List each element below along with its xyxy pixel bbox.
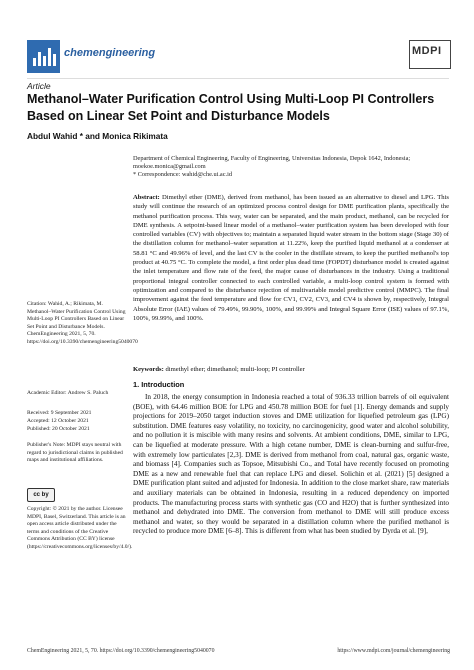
received-date: Received: 9 September 2021 [27,410,92,416]
accepted-date: Accepted: 12 October 2021 [27,418,89,424]
authors: Abdul Wahid * and Monica Rikimata [27,131,168,141]
journal-logo [27,40,60,73]
keywords-text: dimethyl ether; dimethanol; multi-loop; PI controller [165,366,305,373]
footer-citation[interactable]: ChemEngineering 2021, 5, 70. https://doi.org/10.3390/chemengineering5040070 [27,648,215,654]
academic-editor: Academic Editor: Andrew S. Paluch [27,390,109,396]
publisher-note: Publisher's Note: MDPI stays neutral with regard to jurisdictional claims in published maps and institutional affiliations. [27,442,123,464]
citation: Citation: Wahid, A.; Rikimata, M. Methanol–Water Purification Control Using Multi-Loop PI Controllers Based on Linear Set Point and Disturbance Models. ChemEngineering 2021, 5, 70. https://doi.org/10.3390/chemengineering5040070 [27,301,138,345]
publisher-logo: MDPI [412,45,442,57]
affiliation-email[interactable]: moekoe.monica@gmail.com [133,163,206,171]
abstract-label: Abstract: [133,194,160,201]
keywords-label: Keywords: [133,366,164,373]
abstract-text: Dimethyl ether (DME), derived from methanol, has been issued as an alternative to diesel and LPG. This study will continue the research of an optimized process control design for DME purification plants, specifically the methanol purification process. This way, water can be separated, and the main product, methanol, can be recycled for DME synthesis. A setpoint-based linear model of a methanol–water purification system has been developed with four controlled variables (CV) with objectives to; maintain a separated liquid water stream in the bottom stage (Stage 30) of the distillation column for methanol–water separation at 11.22%, keep the purified liquid methanol at a condenser at 58.81 °C and 49.96% of level, and the last CV is the cooler in the distillate stream, to keep the purified methanol's top product at 40.75 °C. To complete the model, a first order plus dead time (FOPDT) disturbance model is created against the inlet temperature and flow rate of the feed, the major cause of disturbances in the industry. Using a traditional proportional integral controller connected to each controlled variable, a multi-loop control system is formed with optimization and compared to the disturbance rejection of multivariable model predictive control (MMPC). The final improvement against the feed temperature and flow for CV1, CV2, CV3, and CV4 is shown by, respectively, Integral Absolute Error (IAE) values of 79.49%, 99.90%, 100%, and 99.99% and Integral Square Error (ISE) values of 97.1%, 100%, 99.99%, and 100%. [133,194,449,322]
abstract [133,193,449,323]
cc-license-badge[interactable]: cc by [27,488,55,502]
header-divider [27,78,449,79]
published-date: Published: 20 October 2021 [27,426,90,432]
article-title: Methanol–Water Purification Control Using Multi-Loop PI Controllers Based on Linear Set Point and Disturbance Models [27,92,435,123]
introduction-text: In 2018, the energy consumption in Indonesia reached a total of 936.33 trillion barrels of oil equivalent (BOE), with 64.46 million BOE for LPG and 450.78 million BOE for fuel [1]. Energy demands and supply projections for 2019–2050 target induction stoves and DME utilization for liquefied petroleum gas (LPG) substitution. DME features easy volatility, no toxicity, no carcinogenicity, good water and alcohol solubility, and no pollution it is miscible with many resins and solvents. At ambient conditions, DME, similar to LPG, can be liquefied at moderate pressure. With a high cetane number, DME is clean-burning and sulfur-free, with extremely low particulates [2,3]. DME is derived from methanol from coal, natural gas, organic waste, and biomass [4]. Companies such as Topsoe, Mitsubishi Co., and Total have recently focused on promoting DME as a new and renewable fuel that can replace LPG and diesel. Solichin et al. (2021) [5] designed a DME purification plant suited and adjusted for Indonesia. In addition to the close market share, raw materials and auxiliary materials can be obtained in Indonesia, resulting in a reduced dependency on imported products. The manufacturing process starts with synthetic gas (CO and H2O) that is further synthesized into methanol and dehydrated into DME. The conversion from methanol to DME will still produce excess methanol and water, so they would be separated in a distillation column where the purified methanol is recycled to produce more DME [6–8]. This is different from what has been studied by Dyrda et al. [9], [133,393,449,536]
footer-url[interactable]: https://www.mdpi.com/journal/chemengineering [337,648,450,654]
affiliation [133,155,449,180]
section-heading: 1. Introduction [133,380,185,389]
correspondence[interactable]: * Correspondence: wahid@che.ui.ac.id [133,171,232,179]
copyright: Copyright: © 2021 by the author. Licensee MDPI, Basel, Switzerland. This article is an open access article distributed under the terms and conditions of the Creative Commons Attribution (CC BY) license (https://creativecommons.org/licenses/by/4.0/). [27,506,133,550]
keywords [133,365,449,374]
article-type: Article [27,81,51,91]
journal-name: chemengineering [64,47,156,59]
affiliation-line: Department of Chemical Engineering, Faculty of Engineering, Universitas Indonesia, Depok 1642, Indonesia; [133,155,411,162]
